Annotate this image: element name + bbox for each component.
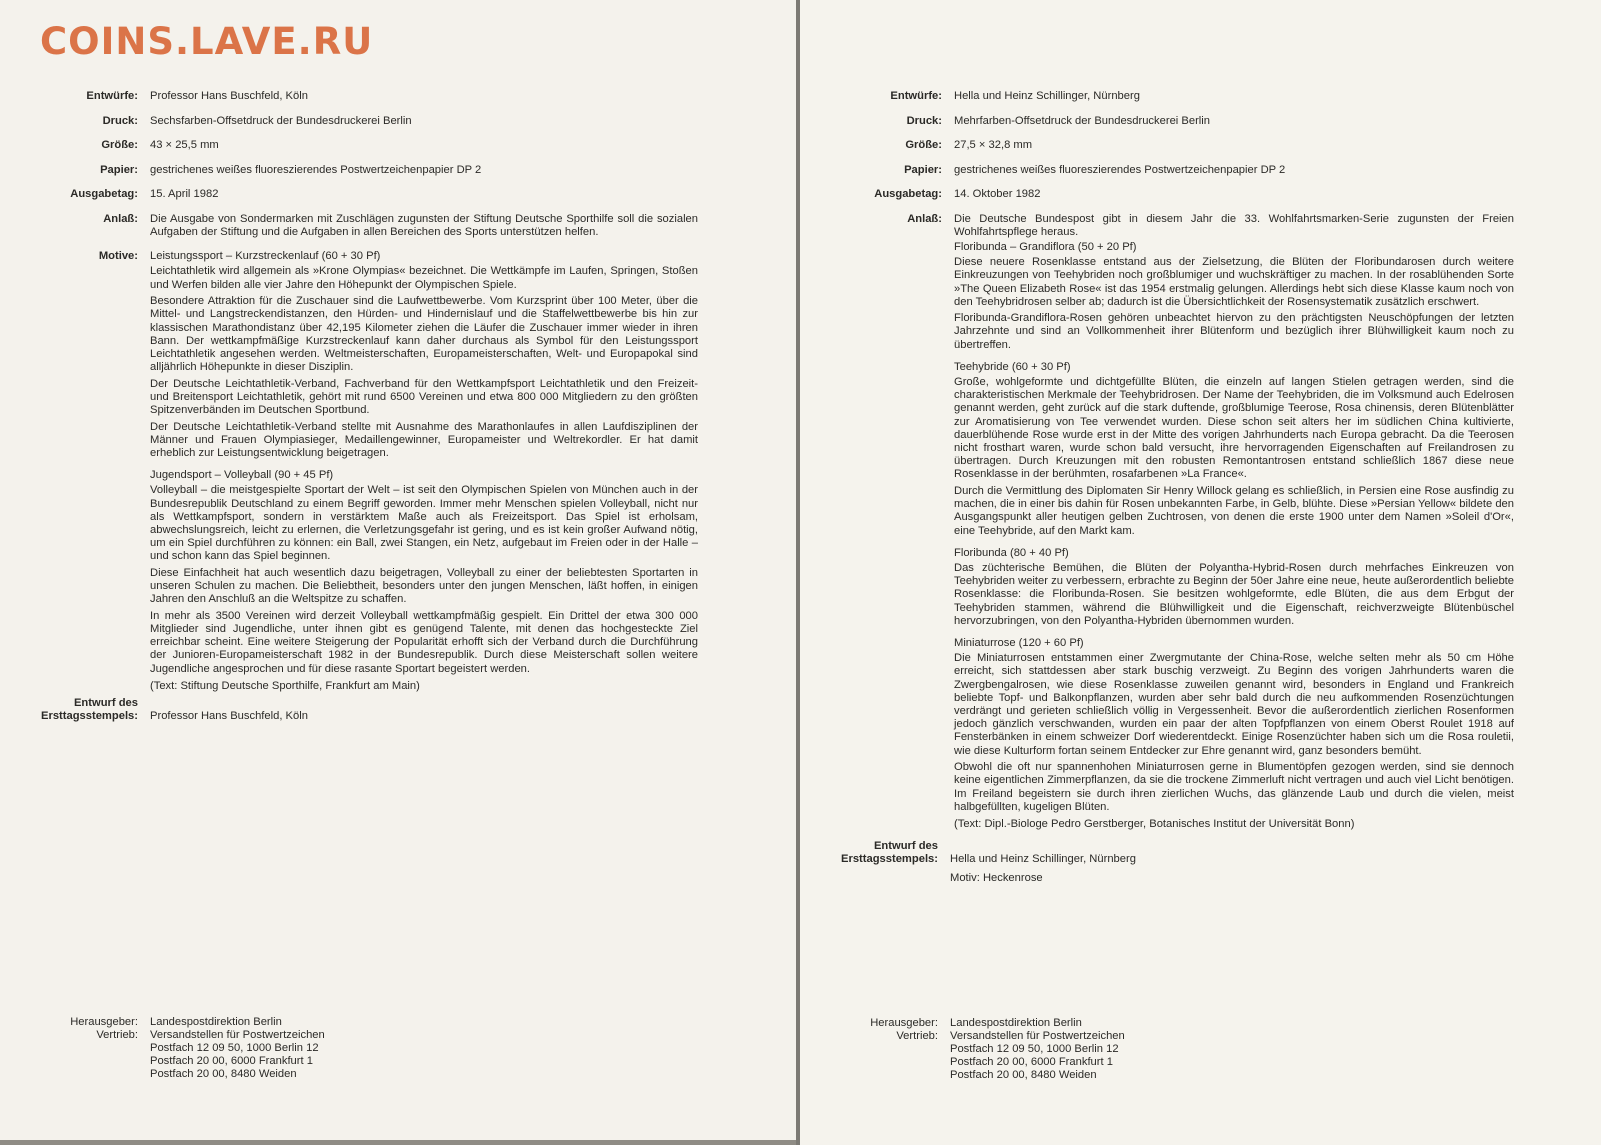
field-label: Papier: (100, 163, 138, 176)
field-value: Professor Hans Buschfeld, Köln (150, 90, 308, 102)
right-details (800, 90, 1595, 886)
field-anlass (800, 213, 1595, 239)
herausgeber-label: Herausgeber: (70, 1016, 138, 1028)
field-entwuerfe (0, 90, 790, 103)
field-value: gestrichenes weißes fluoreszierendes Postwertzeichenpapier DP 2 (954, 163, 1286, 176)
field-druck (0, 115, 790, 128)
watermark: COINS.LAVE.RU (40, 20, 374, 63)
field-value: Hella und Heinz Schillinger, Nürnberg (954, 90, 1140, 102)
field-label: Anlaß: (907, 212, 942, 225)
field-label: Papier: (904, 163, 942, 176)
field-value: 15. April 1982 (150, 188, 219, 200)
field-label: Ausgabetag: (874, 188, 942, 200)
paragraph: Obwohl die oft nur spannenhohen Miniaturrosen gerne in Blumentöpfen gezogen werden, sind sie dennoch keine eigentlichen Zimmerpflanzen, da sie die trockene Zimmerluft nicht vertragen und auch viel Licht benötigen. Im Freiland begeistern sie durch ihren zierlichen Wuchs, das glänzende Laub und durch die vielen, meist halbgefüllten, kugeligen Blüten. (954, 761, 1514, 813)
right-publisher-block (800, 1017, 1595, 1083)
paragraph: Der Deutsche Leichtathletik-Verband, Fachverband für den Wettkampfsport Leichtathletik und den Freizeit- und Breitensport Leichtathletik, gehört mit rund 6500 Vereinen und etwa 800 000 Mitgliedern zu den größten Spitzenverbänden im Deutschen Sportbund. (150, 377, 698, 417)
stamp-value: Hella und Heinz Schillinger, Nürnberg (950, 853, 1136, 866)
field-druck (800, 115, 1595, 128)
vertrieb-label: Vertrieb: (896, 1029, 938, 1042)
field-label: Druck: (102, 114, 138, 127)
paragraph: Große, wohlgeformte und dichtgefüllte Blüten, die einzeln auf langen Stielen getragen werden, sind die charakteristischen Merkmale der Teehybridrosen. Der Name der Teehybriden, die im Volksmund auch Edelrosen genannt werden, geht zurück auf die stark duftende, großblumige Teerose, Rosa chinensis, deren Blütenblätter zur Aromatisierung von Tee verwendet wurden. Diese schon seit alters her im südlichen China kultivierte, dauerblühende Rose wurde erst in der Mitte des vorigen Jahrhunderts nach Europa gebracht. Da die Teerosen nicht frosthart waren, wurde schon bald versucht, ihre hervorragenden Eigenschaften auf Freilandrosen zu übertragen. Durch Kreuzungen mit den robusten Remontantrosen entstand schließlich 1867 diese neue Rosenklasse in der berühmten, rosafarbenen »La France«. (954, 376, 1514, 481)
field-value: Sechsfarben-Offsetdruck der Bundesdruckerei Berlin (150, 114, 412, 127)
herausgeber-row (800, 1017, 1595, 1030)
field-label: Entwürfe: (890, 90, 942, 102)
paragraph: Durch die Vermittlung des Diplomaten Sir Henry Willock gelang es schließlich, in Persien eine Rose ausfindig zu machen, die in einer bis dahin für Rosen unbekannten Farbe, in Gelb, blühte. Diese »Persian Yellow« bildete den Ausgangspunkt aller heutigen gelben Zuchtrosen, von denen die erste 1900 unter dem Namen »Soleil d'Or«, eine Teehybride, auf den Markt kam. (954, 484, 1514, 537)
section-title: Floribunda – Grandiflora (50 + 20 Pf) (954, 240, 1137, 253)
stamp-value: Professor Hans Buschfeld, Köln (150, 709, 308, 722)
address-line: Postfach 20 00, 6000 Frankfurt 1 (950, 1056, 1113, 1069)
field-entwuerfe (800, 90, 1595, 103)
address-line: Postfach 12 09 50, 1000 Berlin 12 (950, 1043, 1119, 1055)
vertrieb-row (0, 1029, 790, 1082)
vertrieb-lines (150, 1029, 325, 1082)
address-line: Postfach 20 00, 8480 Weiden (950, 1069, 1097, 1082)
motive-content (150, 250, 698, 693)
stamp-label-line: Entwurf des (873, 840, 938, 853)
field-label: Größe: (101, 139, 138, 151)
vertrieb-lines (950, 1030, 1125, 1083)
field-ausgabetag (0, 188, 790, 201)
motive-content (954, 241, 1514, 831)
section-teehybride (954, 361, 1514, 538)
anlass-text: Die Deutsche Bundespost gibt in diesem Jahr die 33. Wohlfahrtsmarken-Serie zugunsten der Freien Wohlfahrtspflege heraus. (954, 212, 1514, 238)
herausgeber-value: Landespostdirektion Berlin (150, 1016, 282, 1028)
field-value: gestrichenes weißes fluoreszierendes Postwertzeichenpapier DP 2 (150, 163, 482, 176)
address-line: Postfach 12 09 50, 1000 Berlin 12 (150, 1042, 319, 1054)
field-anlass (0, 213, 790, 239)
paragraph: Diese neuere Rosenklasse entstand aus der Zielsetzung, die Blüten der Floribundarosen durch weitere Einkreuzungen von Teehybriden noch großblumiger und wuchskräftiger zu machen. In der rosablühenden Sorte »The Queen Elizabeth Rose« ist das 1954 erstmalig gelungen. Allerdings hebt sich diese Klasse kaum noch von den Teehybridrosen selber ab; dadurch ist die Übersichtlichkeit der Rosensystematik zusätzlich erschwert. (954, 256, 1514, 308)
field-groesse (0, 139, 790, 152)
address-line: Postfach 20 00, 8480 Weiden (150, 1068, 297, 1081)
field-value: 14. Oktober 1982 (954, 188, 1041, 200)
left-details (0, 90, 790, 723)
paragraph: Leichtathletik wird allgemein als »Krone Olympias« bezeichnet. Die Wettkämpfe im Laufen, Springen, Stoßen und Werfen bilden alle vier Jahre den Höhepunkt der Olympischen Spiele. (150, 265, 698, 291)
section-floribunda-grandiflora (954, 241, 1514, 352)
field-label: Anlaß: (103, 212, 138, 225)
paragraph: Die Miniaturrosen entstammen einer Zwergmutante der China-Rose, welche selten mehr als 50 cm Höhe erreicht, sich stattdessen aber stark buschig verzweigt. Zu Beginn des vorigen Jahrhunderts waren die Zwergbengalrosen, wie diese Rosenklasse zuweilen genannt wird, besonders in England und Frankreich beliebte Topf- und Balkonpflanzen, wurden aber sehr bald durch die neu aufkommenden Rosenzüchtungen verdrängt und gerieten schließlich völlig in Vergessenheit. Bevor die außerordentlich zierlichen Rosenformen jedoch gänzlich verschwanden, wurden ein paar der alten Topfpflanzen von einem Oberst Roulet 1918 auf Fensterbänken in einem schweizer Dorf wiederentdeckt. Einige Rosenzüchter haben sich um die Rosa rouletii, wie diese Kulturform fortan seinem Entdecker zur Ehre genannt wird, ganz besonders bemüht. (954, 652, 1514, 757)
right-page (800, 0, 1601, 1145)
section-jugendsport (150, 469, 698, 676)
address-line: Versandstellen für Postwertzeichen (950, 1029, 1125, 1042)
anlass-text: Die Ausgabe von Sondermarken mit Zuschlägen zugunsten der Stiftung Deutsche Sporthilfe soll die sozialen Aufgaben der Stiftung und die Aufgaben in allen Bereichen des Sports unterstützen helfen. (150, 212, 698, 238)
herausgeber-label: Herausgeber: (870, 1017, 938, 1029)
paragraph: Das züchterische Bemühen, die Blüten der Polyantha-Hybrid-Rosen durch mehrfaches Einkreuzen von Teehybriden weiter zu verbessern, erbrachte zu Beginn der 50er Jahre eine neue, heute außerordentlich beliebte Rosenklasse: die Floribunda-Rosen. Sie besitzen wohlgeformte, edle Blüten, die aus dem Erbgut der Teehybriden stammen, während die Blühwilligkeit und die Eigenschaft, reichverzweigte Blütenbüschel hervorzubringen, von den Polyantha-Hybriden übernommen wurden. (954, 561, 1514, 627)
field-papier (800, 164, 1595, 177)
left-publisher-block (0, 1016, 790, 1082)
stamp-label (800, 840, 950, 866)
left-page (0, 0, 796, 1140)
paragraph: Diese Einfachheit hat auch wesentlich dazu beigetragen, Volleyball zu einer der beliebtesten Sportarten in unseren Schulen zu machen. Die Beliebtheit, besonders unter den jungen Menschen, läßt hoffen, in einigen Jahren den Anschluß an die Weltspitze zu schaffen. (150, 566, 698, 606)
field-ausgabetag (800, 188, 1595, 201)
field-value: Mehrfarben-Offsetdruck der Bundesdruckerei Berlin (954, 114, 1210, 127)
herausgeber-value: Landespostdirektion Berlin (950, 1017, 1082, 1029)
address-line: Postfach 20 00, 6000 Frankfurt 1 (150, 1055, 313, 1068)
field-value: 27,5 × 32,8 mm (954, 139, 1033, 151)
section-leistungssport (150, 250, 698, 460)
field-label: Motive: (98, 250, 138, 263)
motive-block (800, 241, 1595, 831)
vertrieb-label: Vertrieb: (96, 1028, 138, 1041)
paragraph: Besondere Attraktion für die Zuschauer sind die Laufwettbewerbe. Vom Kurzsprint über 100 Meter, über die Mittel- und Langstreckendistanzen, den Hürden- und Hindernislauf und die Staffelwettbewerbe bis hin zur klassischen Marathondistanz über 42,195 Kilometer ziehen die Läufer die Zuschauer immer wieder in ihren Bann. Der wettkampfmäßige Kurzstreckenlauf kann daher durchaus als Symbol für den Leistungssport Leichtathletik angesehen werden. Weltmeisterschaften, Europameisterschaften, Welt- und Europapokal sind alljährlich Höhepunkte in dieser Disziplin. (150, 295, 698, 374)
text-credit: (Text: Stiftung Deutsche Sporthilfe, Frankfurt am Main) (150, 679, 420, 692)
herausgeber-row (0, 1016, 790, 1029)
field-label: Entwürfe: (86, 90, 138, 102)
paragraph: In mehr als 3500 Vereinen wird derzeit Volleyball wettkampfmäßig gespielt. Ein Drittel der etwa 300 000 Mitglieder sind Jugendliche, unter ihnen gibt es genügend Talente, mit denen das hochgesteckte Ziel erreichbar scheint. Eine weitere Steigerung der Popularität erhofft sich der Verband durch die Durchführung der Junioren-Europameisterschaft 1982 in der Bundesrepublik. Durch diese Meisterschaft sollen weitere Jugendliche angesprochen und für diese rasante Sportart begeistert werden. (150, 609, 698, 675)
stamp-label (0, 697, 150, 723)
field-label: Größe: (905, 139, 942, 151)
stamp-label-line: Ersttagsstempels: (841, 853, 938, 866)
paragraph: Volleyball – die meistgespielte Sportart der Welt – ist seit den Olympischen Spielen von München auch in der Bundesrepublik Deutschland zu einem Begriff geworden. Immer mehr Menschen spielen Volleyball, nicht nur als Wettkampfsport, sondern in verstärktem Maße auch als Freizeitsport. Das Spiel ist erholsam, abwechslungsreich, leicht zu erlernen, die Verletzungsgefahr ist gering, und es ist kein großer Aufwand nötig, um ein Spiel durchführen zu können: ein Ball, zwei Stangen, ein Netz, aufgebaut im Freien oder in der Halle – und schon kann das Spiel beginnen. (150, 484, 698, 563)
paragraph: Der Deutsche Leichtathletik-Verband stellte mit Ausnahme des Marathonlaufes in allen Laufdisziplinen der Männer und Frauen Olympiasieger, Medaillengewinner, Europameister und Weltrekordler. Er hat damit erheblich zur Leistungsentwicklung beigetragen. (150, 420, 698, 459)
stamp-design-block (0, 697, 790, 723)
section-title: Teehybride (60 + 30 Pf) (954, 360, 1071, 373)
address-line: Versandstellen für Postwertzeichen (150, 1028, 325, 1041)
section-title: Jugendsport – Volleyball (90 + 45 Pf) (150, 469, 334, 482)
section-title: Miniaturrose (120 + 60 Pf) (954, 636, 1084, 649)
section-floribunda (954, 547, 1514, 628)
paragraph: Floribunda-Grandiflora-Rosen gehören unbeachtet hiervon zu den prächtigsten Neuschöpfungen der letzten Jahrzehnte und sind an Vollkommenheit ihrer Blütenform und bezüglich ihrer Blühwilligkeit kaum noch zu übertreffen. (954, 312, 1514, 351)
section-miniaturrose (954, 637, 1514, 814)
field-label: Druck: (906, 114, 942, 127)
stamp-design-block (800, 840, 1595, 885)
stamp-value-block (950, 840, 1510, 885)
stamp-label-line: Entwurf des (73, 696, 138, 709)
field-groesse (800, 139, 1595, 152)
section-title: Floribunda (80 + 40 Pf) (954, 546, 1069, 559)
vertrieb-row (800, 1030, 1595, 1083)
text-credit: (Text: Dipl.-Biologe Pedro Gerstberger, Botanisches Institut der Universität Bonn) (954, 817, 1355, 830)
stamp-motiv: Motiv: Heckenrose (950, 872, 1043, 885)
field-value: 43 × 25,5 mm (150, 139, 219, 151)
section-title: Leistungssport – Kurzstreckenlauf (60 + 30 Pf) (150, 250, 381, 263)
stamp-label-line: Ersttagsstempels: (41, 709, 138, 722)
field-papier (0, 164, 790, 177)
field-label: Ausgabetag: (70, 188, 138, 200)
motive-block (0, 250, 790, 693)
